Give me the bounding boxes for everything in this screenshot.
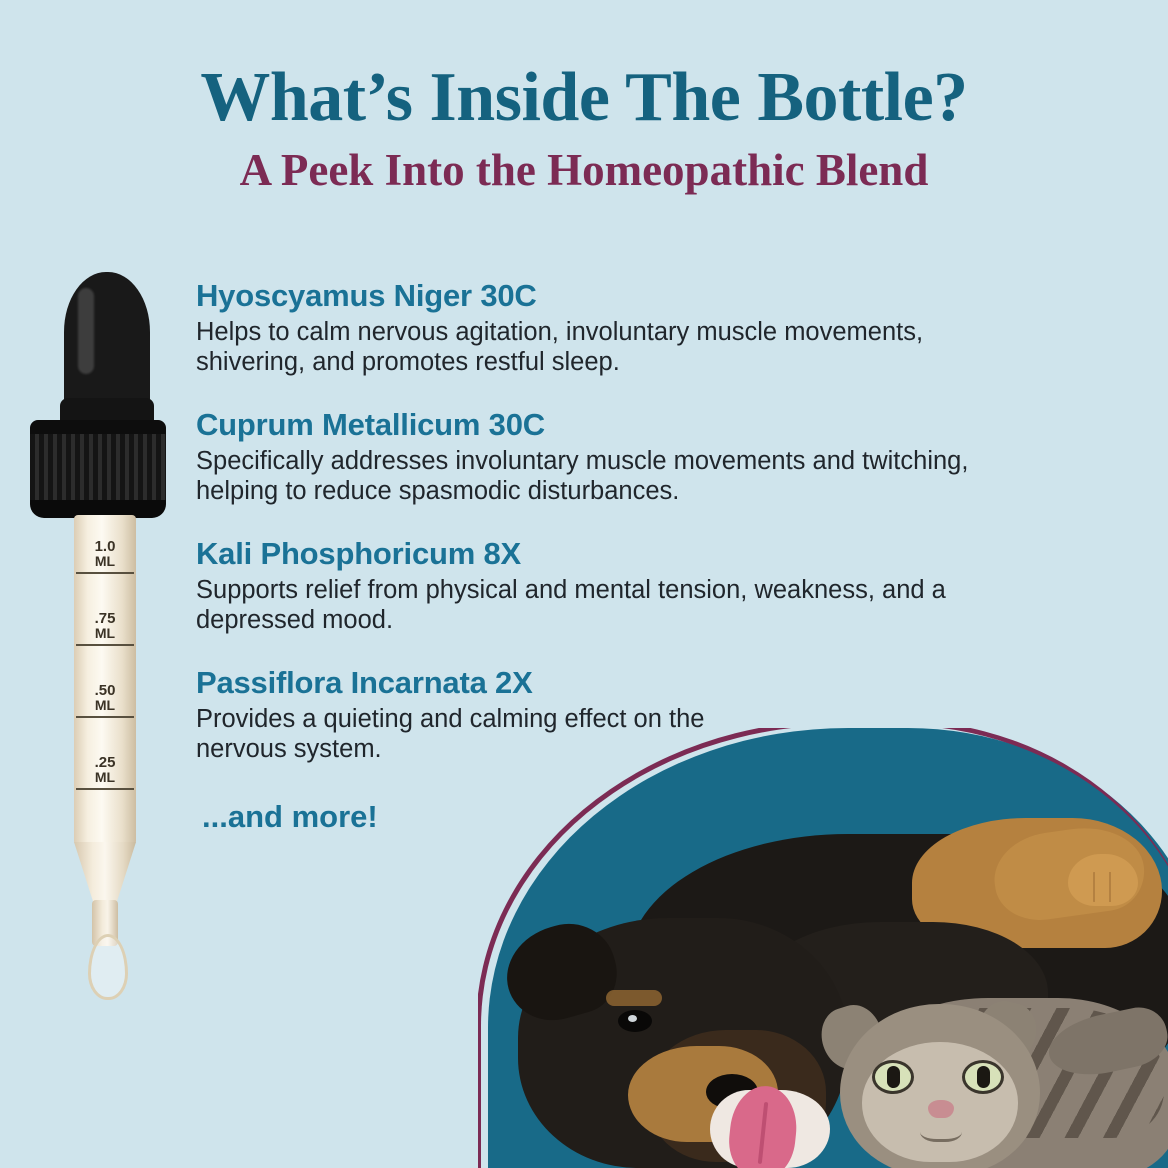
dropper-mark: [80, 539, 130, 569]
dropper-mark-value: 1.0: [94, 538, 116, 555]
list-item: [196, 278, 1066, 377]
dropper-tube-taper: [74, 842, 136, 904]
dropper-mark-value: .75: [94, 610, 116, 627]
dropper-bulb-icon: [64, 272, 150, 412]
ingredient-name: Passiflora Incarnata 2X: [196, 665, 533, 701]
dog-eye-highlight: [628, 1015, 637, 1022]
dropper-mark-unit: ML: [94, 769, 116, 786]
dropper-illustration: [16, 272, 186, 992]
pet-photo-collage: [478, 728, 1168, 1168]
dropper-bulb-highlight: [78, 288, 94, 374]
page-subtitle: A Peek Into the Homeopathic Blend: [239, 145, 929, 196]
and-more-note: ...and more!: [202, 798, 378, 834]
dog-paw-toes: [1080, 872, 1126, 902]
liquid-drop-icon: [88, 934, 128, 1000]
dropper-mark: [80, 683, 130, 713]
dropper-mark: [80, 611, 130, 641]
ingredient-name: Cuprum Metallicum 30C: [196, 407, 545, 443]
kitten-pupil-right: [977, 1066, 990, 1088]
kitten-pupil-left: [887, 1066, 900, 1088]
dog-eyebrow-marking: [606, 990, 662, 1006]
dropper-cap-top: [30, 420, 166, 434]
dropper-mark-value: .25: [94, 754, 116, 771]
dropper-mark-unit: ML: [94, 625, 116, 642]
dropper-mark-value: .50: [94, 682, 116, 699]
ingredient-description: Helps to calm nervous agitation, involuntary muscle movements, shivering, and promotes restful sleep.: [196, 318, 924, 376]
ingredient-name: Kali Phosphoricum 8X: [196, 536, 522, 572]
heading-block: [0, 59, 1168, 196]
ingredient-description: Specifically addresses involuntary muscle movements and twitching, helping to reduce spasmodic disturbances.: [196, 447, 969, 505]
list-item: [196, 407, 1066, 506]
dropper-mark-unit: ML: [94, 553, 116, 570]
ingredient-name: Hyoscyamus Niger 30C: [196, 278, 537, 313]
dropper-mark-unit: ML: [94, 697, 116, 714]
page-title: What’s Inside The Bottle?: [200, 59, 968, 136]
ingredient-description: Supports relief from physical and mental tension, weakness, and a depressed mood.: [196, 576, 946, 634]
ingredient-description: Provides a quieting and calming effect on the nervous system.: [196, 705, 705, 764]
dropper-mark: [80, 755, 130, 785]
dropper-measurement-marks: [74, 515, 136, 845]
list-item: [196, 536, 1066, 635]
kitten-mouth: [920, 1117, 962, 1142]
kitten-nose: [928, 1100, 954, 1118]
